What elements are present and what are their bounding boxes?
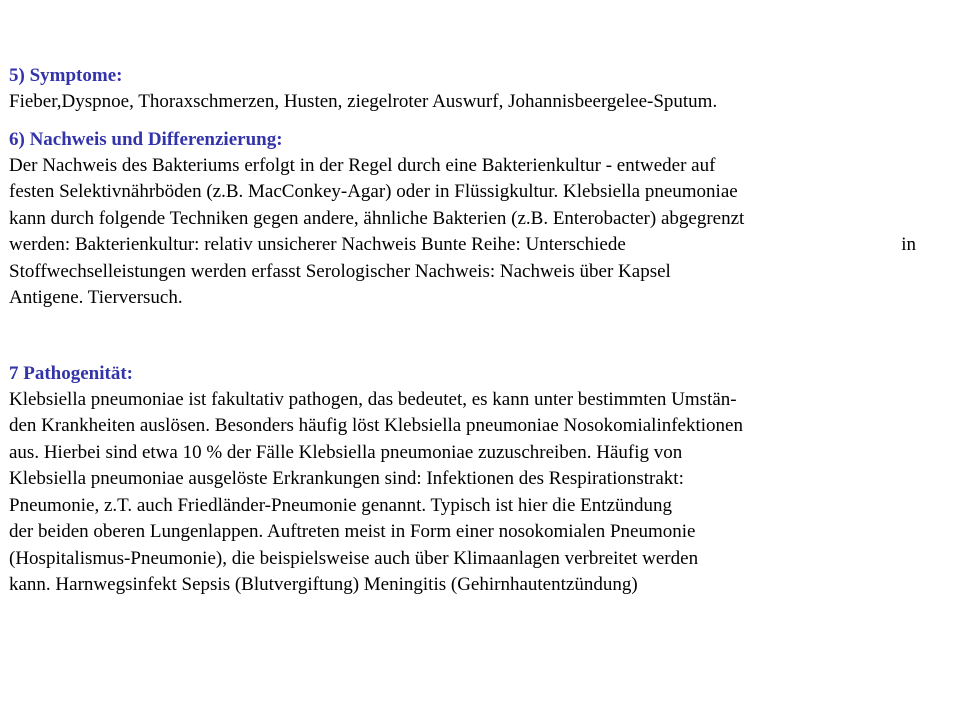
- detection-text-line: Der Nachweis des Bakteriums erfolgt in der Regel durch eine Bakterienkultur - entweder auf: [9, 154, 716, 176]
- pathogenicity-heading: 7 Pathogenität:: [9, 362, 134, 384]
- pathogenicity-text-line: Klebsiella pneumoniae ist fakultativ pathogen, das bedeutet, es kann unter bestimmten Umstän-: [9, 388, 737, 410]
- pathogenicity-text-line: kann. Harnwegsinfekt Sepsis (Blutvergiftung) Meningitis (Gehirnhautentzündung): [9, 574, 638, 595]
- pathogenicity-text-line: aus. Hierbei sind etwa 10 % der Fälle Klebsiella pneumoniae zuzuschreiben. Häufig von: [9, 441, 683, 463]
- symptoms-heading: 5) Symptome:: [9, 65, 123, 86]
- detection-text-word: in: [901, 234, 916, 255]
- slide-content: [9, 63, 954, 599]
- pathogenicity-text-line: Pneumonie, z.T. auch Friedländer-Pneumonie genannt. Typisch ist hier die Entzündung: [9, 494, 672, 516]
- pathogenicity-text-line: (Hospitalismus-Pneumonie), die beispielsweise auch über Klimaanlagen verbreitet werden: [9, 547, 699, 569]
- detection-text-line: kann durch folgende Techniken gegen andere, ähnliche Bakterien (z.B. Enterobacter) abgegrenzt: [9, 207, 745, 229]
- detection-text-line: festen Selektivnährböden (z.B. MacConkey-Agar) oder in Flüssigkultur. Klebsiella pneumoniae: [9, 181, 738, 202]
- detection-text-line: Antigene. Tierversuch.: [9, 287, 183, 308]
- pathogenicity-text-line: der beiden oberen Lungenlappen. Auftreten meist in Form einer nosokomialen Pneumonie: [9, 521, 696, 542]
- detection-heading: 6) Nachweis und Differenzierung:: [9, 128, 283, 150]
- pathogenicity-text-line: Klebsiella pneumoniae ausgelöste Erkrankungen sind: Infektionen des Respirationstrakt:: [9, 468, 684, 489]
- detection-text-line: werden: Bakterienkultur: relativ unsicherer Nachweis Bunte Reihe: Unterschiede: [9, 234, 626, 255]
- symptoms-text-line: Fieber,Dyspnoe, Thoraxschmerzen, Husten, ziegelroter Auswurf, Johannisbeergelee-Sputum.: [9, 91, 718, 112]
- pathogenicity-text-line: den Krankheiten auslösen. Besonders häufig löst Klebsiella pneumoniae Nosokomialinfektionen: [9, 415, 743, 436]
- detection-text-line: Stoffwechselleistungen werden erfasst Serologischer Nachweis: Nachweis über Kapsel: [9, 260, 671, 282]
- detection-text-line-split: [9, 232, 916, 259]
